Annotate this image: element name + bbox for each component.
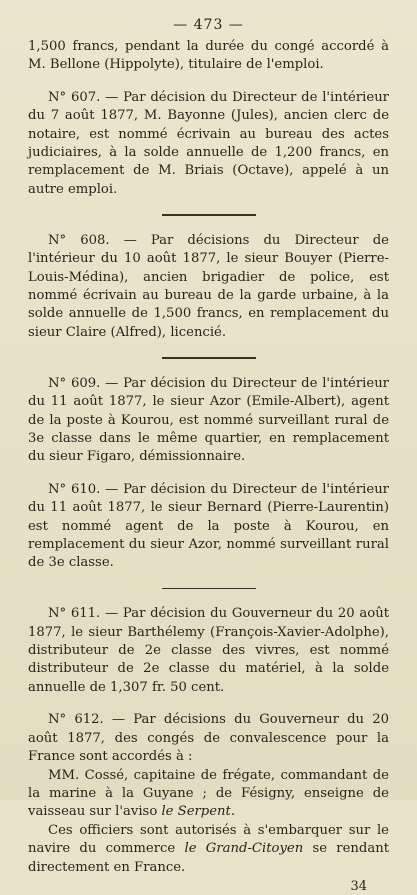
text-segment: se rendant directement en France. [28, 841, 390, 875]
paragraph-no612: N° 612. — Par décisions du Gouverneur du 20 août 1877, des congés de convalescence pour la France sont accordés à : [28, 712, 389, 765]
ship-name-serpent: le Serpent [161, 804, 231, 820]
page-number: — 473 — [173, 17, 244, 33]
text-segment: Ces officiers sont autorisés à s'embarquer sur le navire du commerce [28, 822, 389, 857]
section-divider [162, 357, 256, 359]
section-divider [162, 214, 256, 216]
paragraph-no612-officers [28, 767, 389, 822]
text-segment: . [230, 804, 236, 820]
paragraph-no608: N° 608. — Par décisions du Directeur de l'intérieur du 10 août 1877, le sieur Bouyer (Pierre-Louis-Médina), ancien brigadier de police, est nommé écrivain au bureau de la garde urbaine, à la solde annuelle de 1,500 francs, en remplacement du sieur Claire (Alfred), licencié. [28, 232, 389, 340]
paragraph-gap [28, 467, 389, 481]
paragraph-no611: N° 611. — Par décision du Gouverneur du 20 août 1877, le sieur Barthélemy (François-Xavier-Adolphe), distributeur de 2e classe des vivres, est nommé distributeur de 2e classe du matériel, à la solde annuelle de 1,307 fr. 50 cent. [28, 606, 389, 695]
text-segment: MM. Cossé, capitaine de frégate, commandant de la marine à la Guyane ; de Fésigny, enseigne de vaisseau sur l'aviso [28, 767, 389, 820]
ship-name-grand-citoyen: le Grand-Citoyen [184, 841, 304, 857]
paragraph-gap [28, 75, 389, 89]
signature-mark: 34 [350, 878, 367, 894]
section-divider [162, 588, 256, 590]
paragraph-no610: N° 610. — Par décision du Directeur de l'intérieur du 11 août 1877, le sieur Bernard (Pierre-Laurentin) est nommé agent de la poste à Kourou, en remplacement du sieur Azor, nommé surveillant rural de 3e classe. [28, 481, 389, 571]
paragraph-gap [28, 697, 389, 711]
paragraph-no607: N° 607. — Par décision du Directeur de l'intérieur du 7 août 1877, M. Bayonne (Jules), ancien clerc de notaire, est nommé écrivain au bureau des actes judiciaires, à la solde annuelle de 1,200 francs, en remplacement de M. Briais (Octave), appelé à un autre emploi. [28, 89, 389, 197]
paragraph-no609: N° 609. — Par décision du Directeur de l'intérieur du 11 août 1877, le sieur Azor (Emile-Albert), agent de la poste à Kourou, est nommé surveillant rural de 3e classe dans le même quartier, en remplacement du sieur Figaro, démissionnaire. [28, 375, 389, 465]
paragraph-continuation: 1,500 francs, pendant la durée du congé accordé à M. Bellone (Hippolyte), titulaire de l'emploi. [28, 39, 389, 73]
paragraph-no612-embark [28, 822, 389, 877]
